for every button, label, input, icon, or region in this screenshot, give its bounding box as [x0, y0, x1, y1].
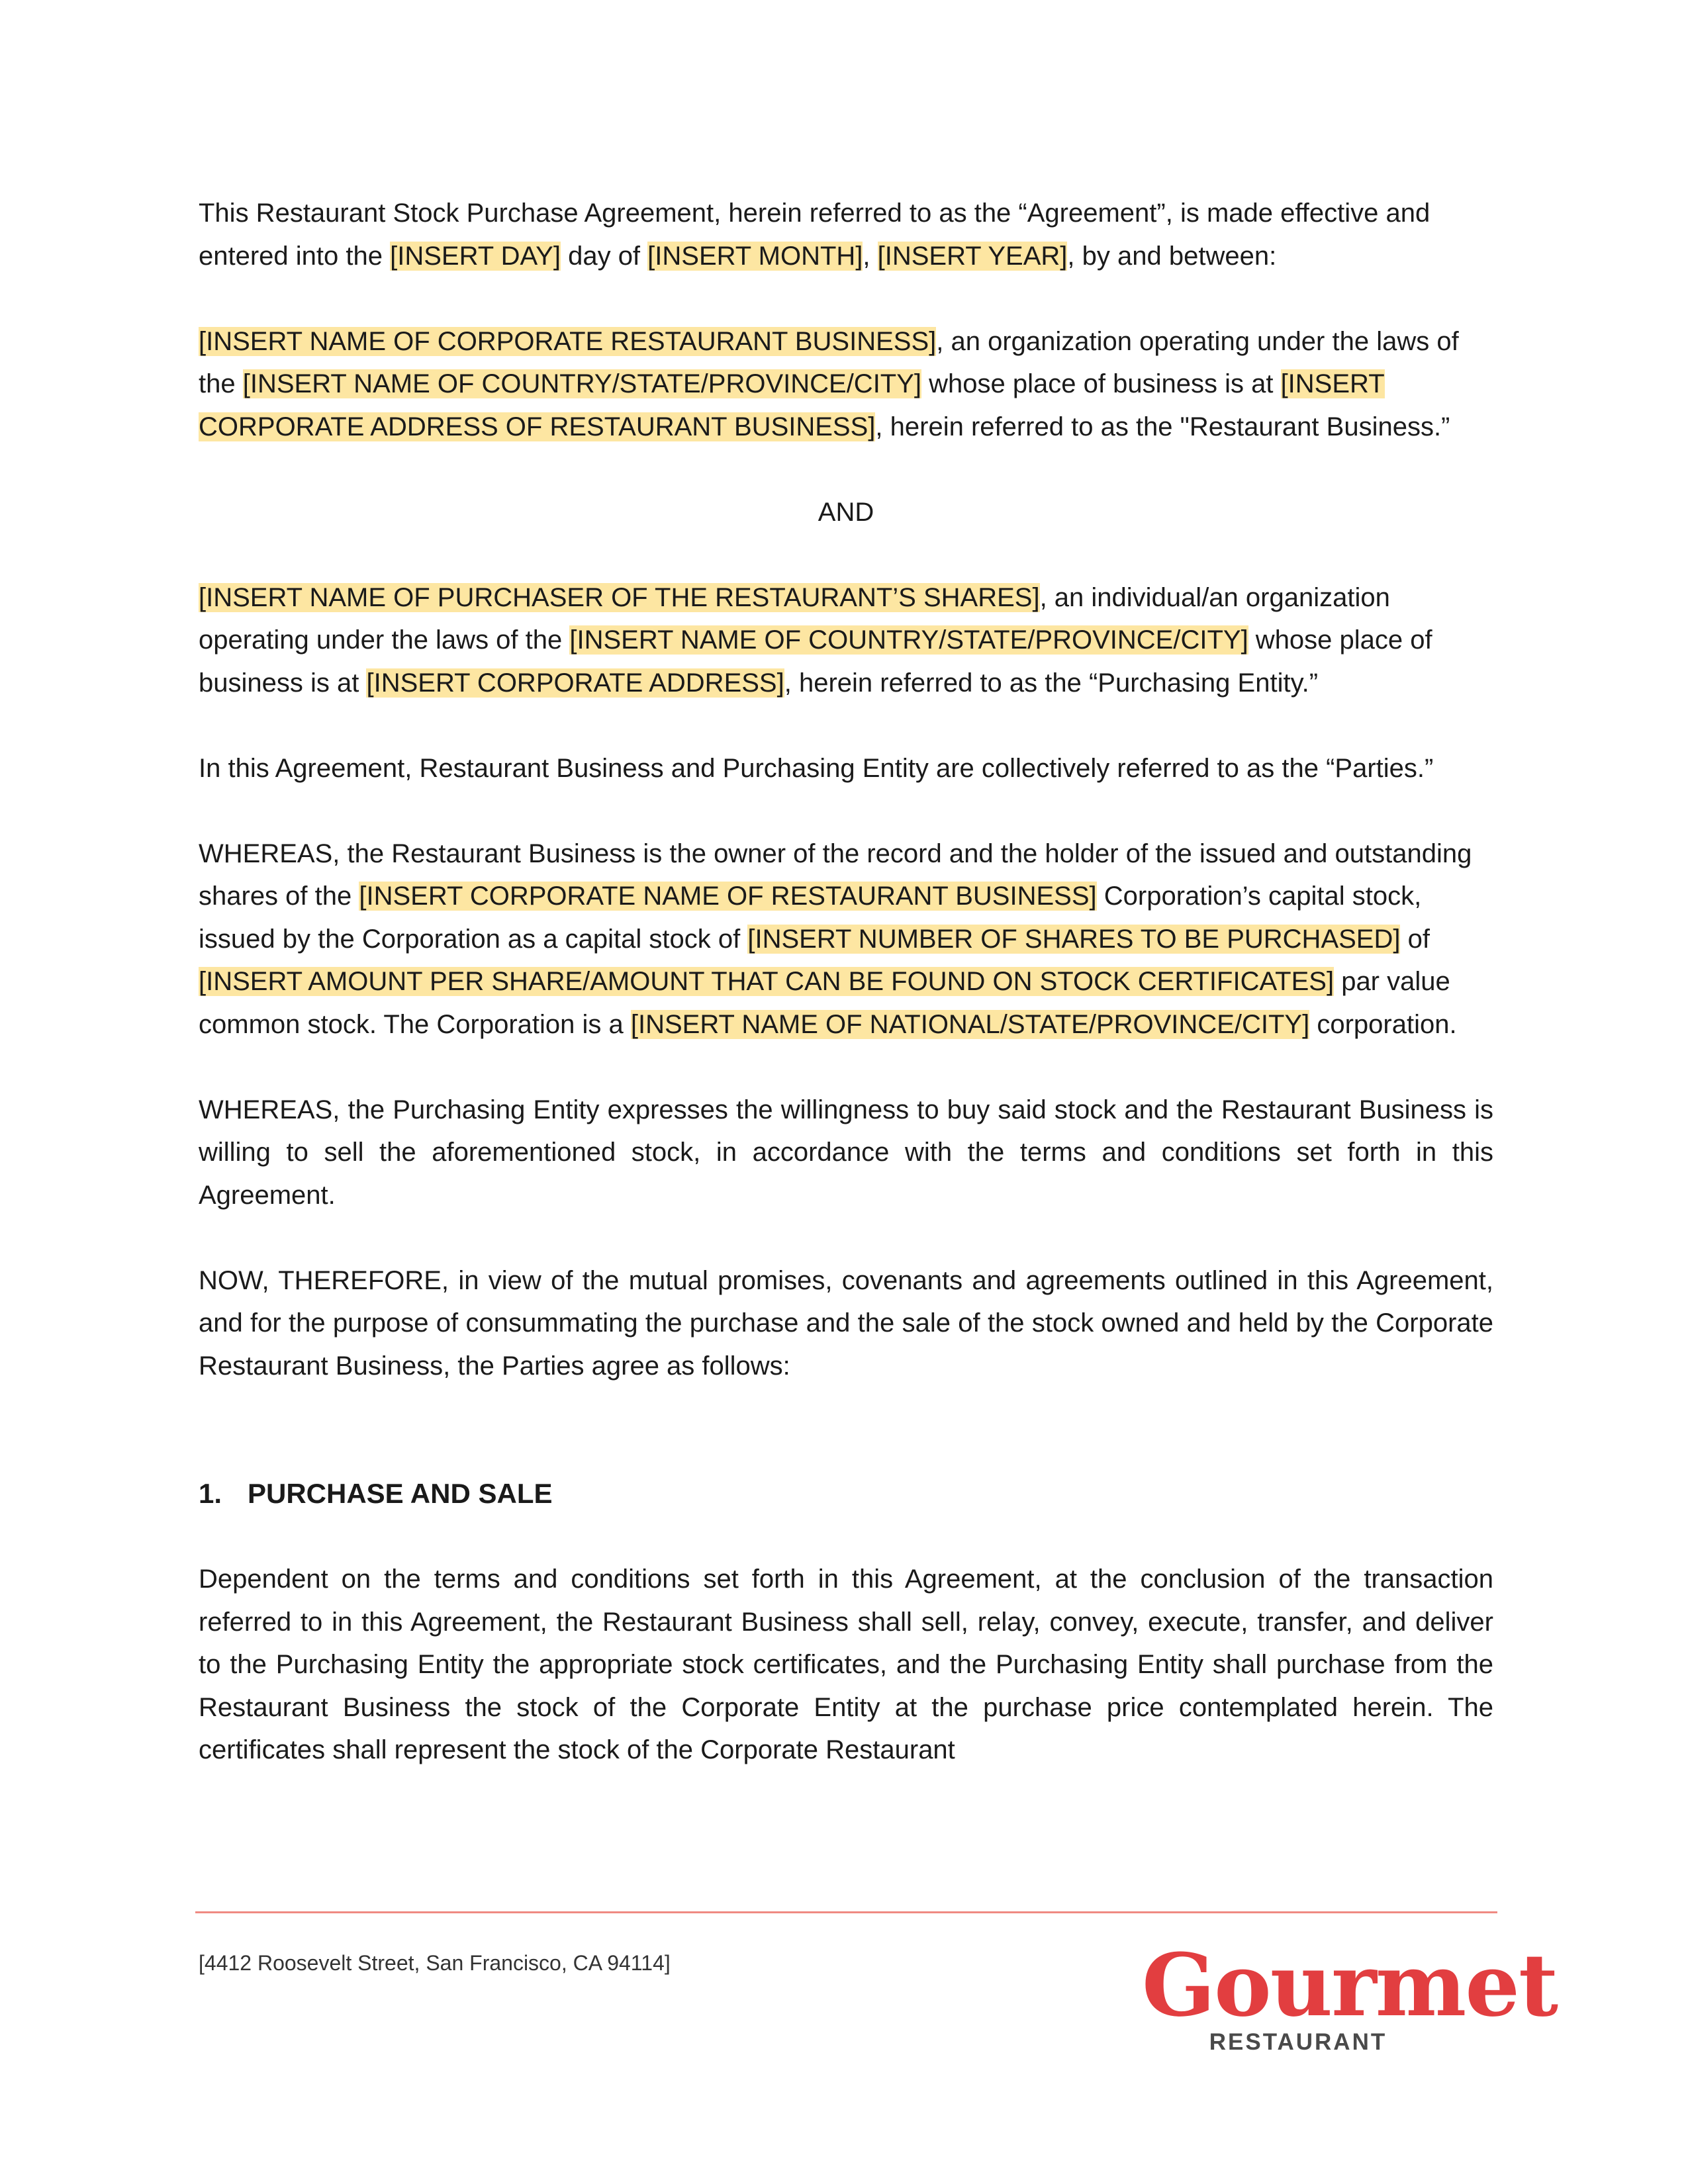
whereas1-text-3: of [1400, 924, 1430, 954]
placeholder-restaurant-address[interactable]: [INSERT CORPORATE ADDRESS OF RESTAURANT BUSINESS] [199, 369, 1385, 441]
placeholder-nationality[interactable]: [INSERT NAME OF NATIONAL/STATE/PROVINCE/CITY] [630, 1009, 1310, 1039]
whereas1-text-5: corporation. [1309, 1009, 1457, 1039]
section-1-heading [199, 1473, 1493, 1516]
logo-wordmark: Gourmet [1142, 1934, 1558, 2036]
therefore-paragraph: NOW, THEREFORE, in view of the mutual promises, covenants and agreements outlined in this Agreement, and for the purpose of consummating the purchase and the sale of the stock owned and held by the Corporate Restaurant Business, the Parties agree as follows: [199, 1265, 1493, 1381]
intro-text-4: , by and between: [1067, 241, 1277, 271]
party1-text-2: whose place of business is at [921, 369, 1281, 398]
whereas1-text-4: par value common stock. The Corporation is a [199, 967, 1450, 1039]
placeholder-purchaser-jurisdiction[interactable]: [INSERT NAME OF COUNTRY/STATE/PROVINCE/CITY] [569, 625, 1248, 655]
placeholder-restaurant-name[interactable]: [INSERT NAME OF CORPORATE RESTAURANT BUSINESS] [199, 326, 937, 356]
party2-text-3: , herein referred to as the “Purchasing Entity.” [784, 668, 1319, 698]
party2-text-1: , an individual/an organization operating under the laws of the [199, 582, 1390, 655]
whereas1-text-1: WHEREAS, the Restaurant Business is the owner of the record and the holder of the issued and outstanding shares of the [199, 839, 1472, 911]
and-separator: AND [818, 497, 874, 527]
gourmet-restaurant-logo [1142, 1934, 1558, 2065]
intro-text-1: This Restaurant Stock Purchase Agreement, herein referred to as the “Agreement”, is made effective and entered into the [199, 199, 1430, 271]
placeholder-purchaser-address[interactable]: [INSERT CORPORATE ADDRESS] [366, 668, 784, 698]
party2-text-2: whose place of business is at [199, 625, 1432, 698]
footer-address: [4412 Roosevelt Street, San Francisco, CA 94114] [199, 1951, 671, 1975]
placeholder-month[interactable]: [INSERT MONTH] [647, 241, 863, 271]
placeholder-day[interactable]: [INSERT DAY] [390, 241, 561, 271]
footer-divider [195, 1911, 1497, 1913]
intro-text-3: , [863, 241, 878, 271]
whereas-paragraph-2: WHEREAS, the Purchasing Entity expresses the willingness to buy said stock and the Restaurant Business is willing to sell the aforementioned stock, in accordance with the terms and conditions set forth in this Agreement. [199, 1095, 1493, 1210]
document-body [199, 192, 1493, 1814]
placeholder-purchaser-name[interactable]: [INSERT NAME OF PURCHASER OF THE RESTAURANT’S SHARES] [199, 582, 1040, 612]
party1-text-1: , an organization operating under the laws of the [199, 326, 1459, 398]
whereas1-text-2: Corporation’s capital stock, issued by the Corporation as a capital stock of [199, 882, 1422, 954]
intro-paragraph [199, 192, 1493, 277]
section-1-title: PURCHASE AND SALE [248, 1478, 553, 1509]
placeholder-restaurant-jurisdiction[interactable]: [INSERT NAME OF COUNTRY/STATE/PROVINCE/CITY] [242, 369, 922, 398]
placeholder-amount-per-share[interactable]: [INSERT AMOUNT PER SHARE/AMOUNT THAT CAN BE FOUND ON STOCK CERTIFICATES] [199, 967, 1335, 996]
intro-text-2: day of [560, 241, 648, 271]
whereas-paragraph-1 [199, 833, 1493, 1046]
section-1-number: 1. [199, 1478, 222, 1509]
party1-text-3: , herein referred to as the "Restaurant Business.” [875, 412, 1450, 441]
parties-paragraph: In this Agreement, Restaurant Business and Purchasing Entity are collectively referred to as the “Parties.” [199, 753, 1434, 783]
logo-subtitle: RESTAURANT [1209, 2029, 1387, 2055]
party1-paragraph [199, 320, 1493, 449]
placeholder-number-of-shares[interactable]: [INSERT NUMBER OF SHARES TO BE PURCHASED] [747, 924, 1401, 954]
placeholder-corporate-name[interactable]: [INSERT CORPORATE NAME OF RESTAURANT BUSINESS] [359, 882, 1097, 911]
party2-paragraph [199, 576, 1493, 705]
placeholder-year[interactable]: [INSERT YEAR] [877, 241, 1068, 271]
section-1-body: Dependent on the terms and conditions set forth in this Agreement, at the conclusion of the transaction referred to in this Agreement, the Restaurant Business shall sell, relay, convey, execute, transfer, and deliver to the Purchasing Entity the appropriate stock certificates, and the Purchasing Entity shall purchase from the Restaurant Business the stock of the Corporate Entity at the purchase price contemplated herein. The certificates shall represent the stock of the Corporate Restaurant [199, 1565, 1493, 1764]
